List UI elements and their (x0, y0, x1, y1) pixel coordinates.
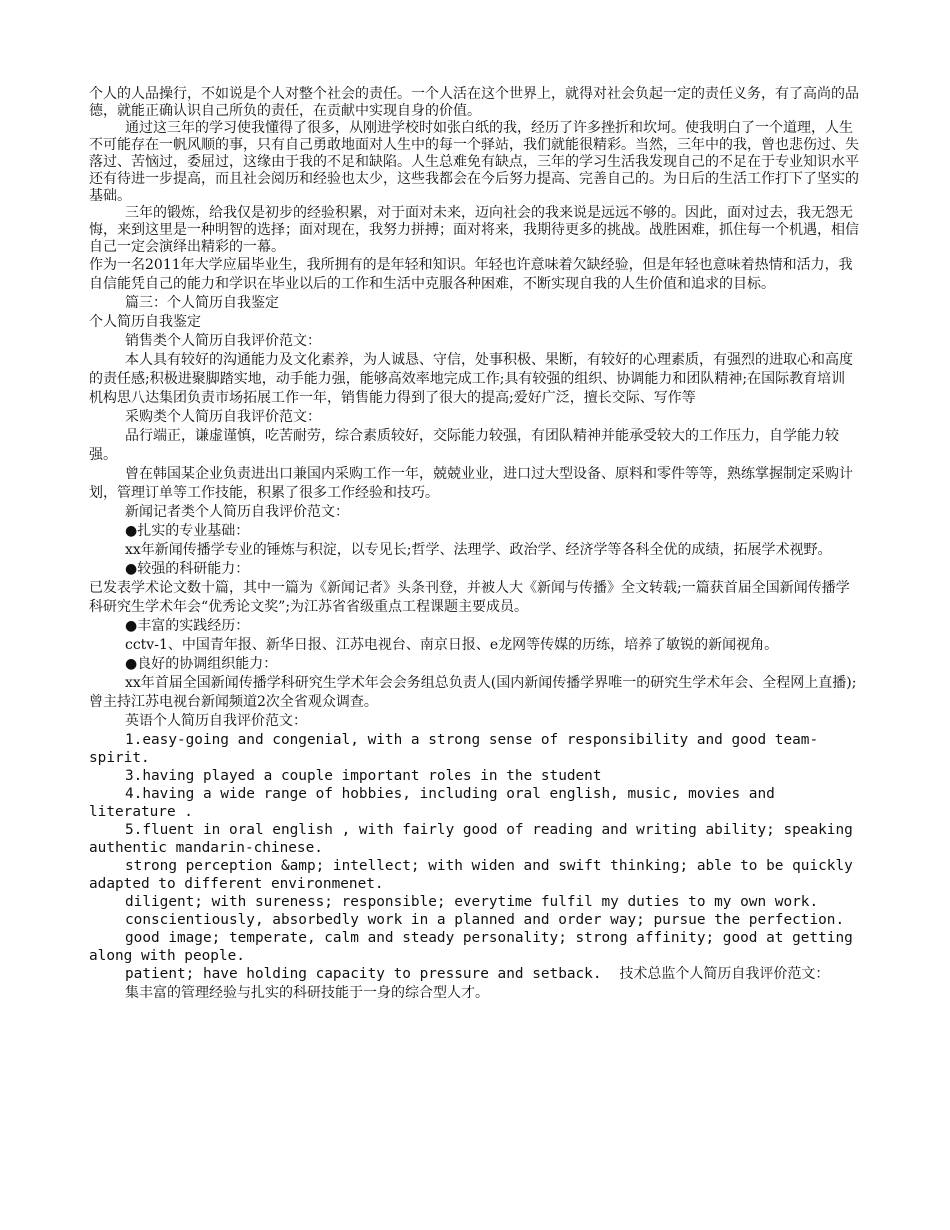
coordination-ability-text: xx年首届全国新闻传播学科研究生学术年会会务组总负责人(国内新闻传播学界唯一的研究生学术年会、全程网上直播);曾主持江苏电视台新闻频道2次全省观众调查。 (89, 675, 857, 710)
english-line-5: strong perception &amp; intellect; with widen and swift thinking; able to be quickly adapted to different environmenet. (89, 858, 853, 892)
purchase-text-1: 品行端正，谦虚谨慎，吃苦耐劳，综合素质较好，交际能力较强，有团队精神并能承受较大的工作压力，自学能力较强。 (89, 428, 839, 463)
purchase-heading: 采购类个人简历自我评价范文： (125, 409, 321, 425)
bullet-research-ability: ●较强的科研能力： (125, 561, 250, 577)
section-heading: 篇三：个人简历自我鉴定 (125, 295, 279, 311)
english-line-4: 5.fluent in oral english , with fairly good of reading and writing ability; speaking authentic mandarin-chinese. (89, 822, 853, 856)
practice-experience-text: cctv-1、中国青年报、新华日报、江苏电视台、南京日报、e龙网等传媒的历练，培养了敏锐的新闻视角。 (125, 637, 779, 653)
paragraph-2: 通过这三年的学习使我懂得了很多，从刚进学校时如张白纸的我，经历了许多挫折和坎坷。使我明白了一个道理，人生不可能存在一帆风顺的事，只有自己勇敢地面对人生中的每一个驿站，我们就能很精彩。当然，三年中的我，曾也悲伤过、失落过、苦恼过，委屈过，这缘由于我的不足和缺陷。人生总难免有缺点，三年的学习生活我发现自己的不足在于专业知识水平还有待进一步提高，而且社会阅历和经验也太少，这些我都会在今后努力提高、完善自己的。为日后的生活工作打下了坚实的基础。 (89, 120, 859, 204)
english-heading: 英语个人简历自我评价范文： (125, 713, 307, 729)
paragraph-1: 个人的人品操行，不如说是个人对整个社会的责任。一个人活在这个世界上，就得对社会负起一定的责任义务，有了高尚的品德，就能正确认识自己所负的责任，在贡献中实现自身的价值。 (89, 86, 859, 119)
mixed-line (89, 965, 859, 984)
final-paragraph: 集丰富的管理经验与扎实的科研技能于一身的综合型人才。 (125, 985, 489, 1001)
sales-text: 本人具有较好的沟通能力及文化素养，为人诚恳、守信，处事积极、果断，有较好的心理素质，有强烈的进取心和高度的责任感;积极进聚脚踏实地，动手能力强，能够高效率地完成工作;具有较强的组织、协调能力和团队精神;在国际教育培训机构思八达集团负责市场拓展工作一年，销售能力得到了很大的提高;爱好广泛，擅长交际、写作等 (89, 352, 853, 406)
paragraph-4: 作为一名2011年大学应届毕业生，我所拥有的是年轻和知识。年轻也许意味着欠缺经验，但是年轻也意味着热情和活力，我自信能凭自己的能力和学识在毕业以后的工作和生活中克服各种困难，不断实现自我的人生价值和追求的目标。 (89, 257, 853, 292)
bullet-coordination-ability: ●良好的协调组织能力： (125, 656, 278, 672)
english-line-2: 3.having played a couple important roles in the student (125, 768, 602, 784)
section-subtitle: 个人简历自我鉴定 (89, 314, 201, 330)
english-line-1: 1.easy-going and congenial, with a strong sense of responsibility and good team-spirit. (89, 732, 819, 766)
paragraph-3: 三年的锻炼，给我仅是初步的经验积累，对于面对未来，迈向社会的我来说是远远不够的。因此，面对过去，我无怨无悔，来到这里是一种明智的选择；面对现在，我努力拼搏；面对将来，我期待更多的挑战。战胜困难，抓住每一个机遇，相信自己一定会演绎出精彩的一幕。 (89, 205, 859, 255)
bullet-practice-experience: ●丰富的实践经历： (125, 618, 250, 634)
research-ability-text: 已发表学术论文数十篇，其中一篇为《新闻记者》头条刊登，并被人大《新闻与传播》全文转载;一篇获首届全国新闻传播学科研究生学术年会“优秀论文奖”;为江苏省省级重点工程课题主要成员。 (89, 580, 850, 615)
english-line-7: conscientiously, absorbedly work in a planned and order way; pursue the perfection. (125, 912, 845, 928)
english-line-8: good image; temperate, calm and steady personality; strong affinity; good at getting along with people. (89, 930, 853, 964)
purchase-text-2: 曾在韩国某企业负责进出口兼国内采购工作一年，兢兢业业，进口过大型设备、原料和零件等等，熟练掌握制定采购计划，管理订单等工作技能，积累了很多工作经验和技巧。 (89, 466, 853, 501)
english-line-3: 4.having a wide range of hobbies, including oral english, music, movies and literature . (89, 786, 775, 820)
english-line-6: diligent; with sureness; responsible; everytime fulfil my duties to my own work. (125, 894, 819, 910)
professional-basis-text: xx年新闻传播学专业的锤炼与积淀，以专见长;哲学、法理学、政治学、经济学等各科全优的成绩，拓展学术视野。 (125, 542, 832, 558)
journalist-heading: 新闻记者类个人简历自我评价范文： (125, 504, 349, 520)
bullet-professional-basis: ●扎实的专业基础： (125, 523, 250, 539)
mixed-line-english: patient; have holding capacity to pressure and setback. (125, 966, 602, 982)
sales-heading: 销售类个人简历自我评价范文： (125, 333, 321, 349)
document-body (89, 86, 859, 1003)
mixed-line-chinese: 技术总监个人简历自我评价范文： (619, 966, 830, 982)
